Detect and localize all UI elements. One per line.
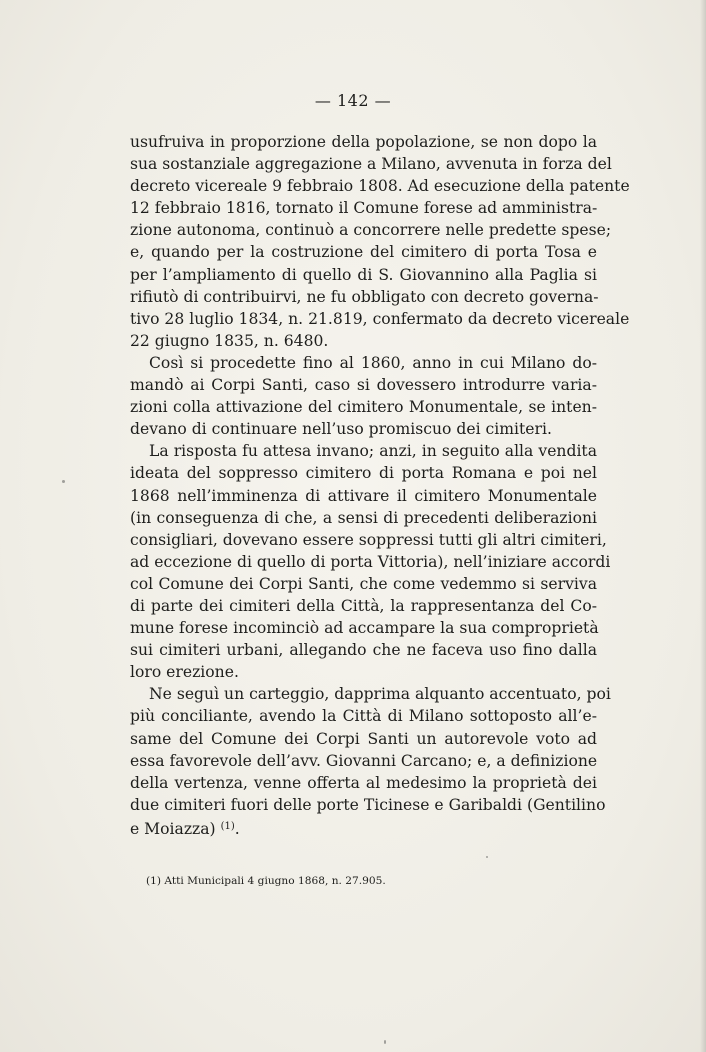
footnote: (1) Atti Municipali 4 giugno 1868, n. 27.905. xyxy=(146,875,386,887)
text-line: zioni colla attivazione del cimitero Monumentale, se inten- xyxy=(130,398,597,417)
text-line: 22 giugno 1835, n. 6480. xyxy=(130,331,329,350)
text-line: sua sostanziale aggregazione a Milano, avvenuta in forza del xyxy=(130,155,612,174)
scan-speck xyxy=(486,856,488,858)
text-line: e, quando per la costruzione del cimitero di porta Tosa e xyxy=(130,243,597,262)
text-line: decreto vicereale 9 febbraio 1808. Ad esecuzione della patente xyxy=(130,177,630,196)
text-line: loro erezione. xyxy=(130,663,239,682)
text-line: 1868 nell’imminenza di attivare il cimitero Monumentale xyxy=(130,486,597,505)
text-line: devano di continuare nell’uso promiscuo dei cimiteri. xyxy=(130,420,552,439)
text-line: più conciliante, avendo la Città di Milano sottoposto all’e- xyxy=(130,707,597,726)
text-line: tivo 28 luglio 1834, n. 21.819, confermato da decreto vicereale xyxy=(130,309,630,328)
text-line-final xyxy=(130,816,597,838)
text-line: 12 febbraio 1816, tornato il Comune forese ad amministra- xyxy=(130,199,598,218)
text-line: ad eccezione di quello di porta Vittoria), nell’iniziare accordi xyxy=(130,552,611,571)
text-line: same del Comune dei Corpi Santi un autorevole voto ad xyxy=(130,729,597,748)
text-line: per l’ampliamento di quello di S. Giovannino alla Paglia si xyxy=(130,265,597,284)
scan-speck xyxy=(196,828,198,830)
text-line: usufruiva in proporzione della popolazione, se non dopo la xyxy=(130,133,597,151)
text-line: due cimiteri fuori delle porte Ticinese e Garibaldi (Gentilino xyxy=(130,795,606,814)
text-line: rifiutò di contribuirvi, ne fu obbligato con decreto governa- xyxy=(130,287,599,306)
footnote-reference[interactable]: (1) xyxy=(220,820,235,832)
final-line-text: e Moiazza) xyxy=(130,819,216,838)
page-edge-shadow xyxy=(700,0,706,1052)
scan-speck xyxy=(384,1040,386,1044)
text-line: mune forese incominciò ad accampare la sua comproprietà xyxy=(130,619,599,638)
body-text xyxy=(130,131,630,838)
page-number: — 142 — xyxy=(314,91,392,110)
text-line: zione autonoma, continuò a concorrere nelle predette spese; xyxy=(130,221,612,240)
text-line: ideata del soppresso cimitero di porta Romana e poi nel xyxy=(130,464,597,483)
scan-speck xyxy=(62,480,65,483)
text-line: col Comune dei Corpi Santi, che come vedemmo si serviva xyxy=(130,574,597,593)
text-line: sui cimiteri urbani, allegando che ne faceva uso fino dalla xyxy=(130,641,597,660)
text-line: di parte dei cimiteri della Città, la rappresentanza del Co- xyxy=(130,596,597,615)
text-line: Ne seguì un carteggio, dapprima alquanto accentuato, poi xyxy=(149,685,611,704)
text-line: La risposta fu attesa invano; anzi, in seguito alla vendita xyxy=(149,442,597,461)
text-line: essa favorevole dell’avv. Giovanni Carcano; e, a definizione xyxy=(130,751,598,770)
final-line-punct: . xyxy=(234,819,240,838)
text-line: (in conseguenza di che, a sensi di precedenti deliberazioni xyxy=(130,508,597,527)
text-line: Così si procedette fino al 1860, anno in cui Milano do- xyxy=(149,353,597,372)
text-line: della vertenza, venne offerta al medesimo la proprietà dei xyxy=(130,773,597,792)
text-line: mandò ai Corpi Santi, caso si dovessero introdurre varia- xyxy=(130,376,597,395)
text-line: consigliari, dovevano essere soppressi tutti gli altri cimiteri, xyxy=(130,530,607,549)
